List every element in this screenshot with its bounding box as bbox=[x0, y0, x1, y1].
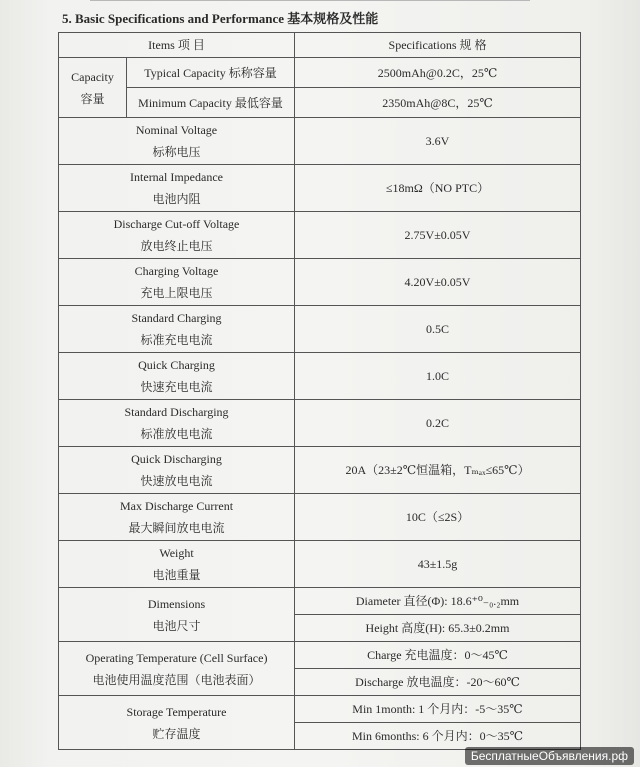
spec-item-cn: 快速放电电流 bbox=[140, 474, 213, 488]
dimensions-row bbox=[59, 588, 581, 615]
top-rule bbox=[90, 0, 530, 3]
spec-item-en: Nominal Voltage bbox=[135, 123, 218, 137]
dimensions-label-cn: 电池尺寸 bbox=[152, 618, 201, 633]
spec-item bbox=[59, 259, 295, 306]
spec-item-cn: 标准放电电流 bbox=[140, 427, 213, 441]
spec-item-en: Charging Voltage bbox=[134, 264, 219, 278]
operating-temp-label-cn: 电池使用温度范围（电池表面） bbox=[92, 672, 261, 687]
capacity-label-cn: 容量 bbox=[80, 91, 105, 106]
spec-item bbox=[59, 212, 295, 259]
section-heading: 5. Basic Specifications and Performance 基本规格及性能 bbox=[62, 11, 379, 26]
spec-value: 10C（≤2S） bbox=[295, 494, 581, 541]
spec-item bbox=[59, 447, 295, 494]
typical-capacity-label: Typical Capacity 标称容量 bbox=[127, 58, 295, 88]
spec-item bbox=[59, 353, 295, 400]
typical-capacity-row bbox=[59, 58, 581, 88]
storage-1month-value: Min 1month: 1 个月内：-5～35℃ bbox=[295, 696, 581, 723]
spec-value: 0.5C bbox=[295, 306, 581, 353]
spec-item-en: Internal Impedance bbox=[130, 170, 223, 184]
storage-temp-label-cn: 贮存温度 bbox=[152, 726, 201, 741]
spec-row bbox=[59, 400, 581, 447]
spec-row bbox=[59, 259, 581, 306]
spec-row bbox=[59, 165, 581, 212]
spec-item-cn: 电池重量 bbox=[152, 568, 201, 582]
spec-item-en: Discharge Cut-off Voltage bbox=[113, 217, 240, 231]
spec-item-cn: 标称电压 bbox=[152, 145, 201, 159]
spec-value: 0.2C bbox=[295, 400, 581, 447]
storage-temp-row bbox=[59, 696, 581, 723]
spec-item bbox=[59, 306, 295, 353]
spec-row bbox=[59, 494, 581, 541]
spec-row bbox=[59, 212, 581, 259]
operating-temp-label bbox=[59, 642, 295, 696]
spec-table bbox=[58, 32, 581, 750]
spec-item-cn: 最大瞬间放电电流 bbox=[128, 521, 225, 535]
charge-temp-value: Charge 充电温度：0～45℃ bbox=[295, 642, 581, 669]
spec-item-en: Standard Discharging bbox=[124, 405, 229, 419]
minimum-capacity-label: Minimum Capacity 最低容量 bbox=[127, 88, 295, 118]
spec-item-cn: 放电终止电压 bbox=[140, 239, 213, 253]
specs-header: Specifications 规 格 bbox=[295, 33, 581, 58]
site-watermark: БесплатныеОбъявления.рф bbox=[465, 747, 634, 765]
capacity-label-en: Capacity bbox=[71, 69, 114, 84]
items-header: Items 项 目 bbox=[59, 33, 295, 58]
height-value: Height 高度(H): 65.3±0.2mm bbox=[295, 615, 581, 642]
capacity-label bbox=[59, 58, 127, 118]
spec-row bbox=[59, 447, 581, 494]
storage-6months-value: Min 6months: 6 个月内：0～35℃ bbox=[295, 723, 581, 750]
spec-item bbox=[59, 165, 295, 212]
operating-temp-label-en: Operating Temperature (Cell Surface) bbox=[85, 650, 268, 665]
spec-row bbox=[59, 118, 581, 165]
spec-item-cn: 快速充电电流 bbox=[140, 380, 213, 394]
minimum-capacity-row bbox=[59, 88, 581, 118]
spec-item-en: Standard Charging bbox=[131, 311, 222, 325]
spec-value: 20A（23±2℃恒温箱，Tₘₐₓ≤65℃） bbox=[295, 447, 581, 494]
spec-item-en: Quick Charging bbox=[138, 358, 215, 372]
diameter-value: Diameter 直径(Φ): 18.6⁺⁰₋₀.₂mm bbox=[295, 588, 581, 615]
spec-item-cn: 电池内阻 bbox=[152, 192, 201, 206]
spec-item bbox=[59, 494, 295, 541]
spec-item-en: Weight bbox=[159, 546, 194, 560]
spec-value: 2.75V±0.05V bbox=[295, 212, 581, 259]
spec-item-cn: 标准充电电流 bbox=[140, 333, 213, 347]
spec-value: 4.20V±0.05V bbox=[295, 259, 581, 306]
header-row bbox=[59, 33, 581, 58]
spec-row bbox=[59, 353, 581, 400]
spec-value: ≤18mΩ（NO PTC） bbox=[295, 165, 581, 212]
dimensions-label-en: Dimensions bbox=[147, 596, 206, 611]
spec-item bbox=[59, 541, 295, 588]
dimensions-label bbox=[59, 588, 295, 642]
typical-capacity-value: 2500mAh@0.2C，25℃ bbox=[295, 58, 581, 88]
spec-value: 43±1.5g bbox=[295, 541, 581, 588]
operating-temp-row bbox=[59, 642, 581, 669]
discharge-temp-value: Discharge 放电温度：-20～60℃ bbox=[295, 669, 581, 696]
spec-item-en: Max Discharge Current bbox=[119, 499, 234, 513]
spec-value: 3.6V bbox=[295, 118, 581, 165]
minimum-capacity-value: 2350mAh@8C，25℃ bbox=[295, 88, 581, 118]
spec-item-en: Quick Discharging bbox=[131, 452, 222, 466]
spec-value: 1.0C bbox=[295, 353, 581, 400]
storage-temp-label bbox=[59, 696, 295, 750]
spec-item bbox=[59, 400, 295, 447]
spec-row bbox=[59, 306, 581, 353]
spec-row bbox=[59, 541, 581, 588]
spec-item bbox=[59, 118, 295, 165]
storage-temp-label-en: Storage Temperature bbox=[126, 704, 227, 719]
spec-item-cn: 充电上限电压 bbox=[140, 286, 213, 300]
